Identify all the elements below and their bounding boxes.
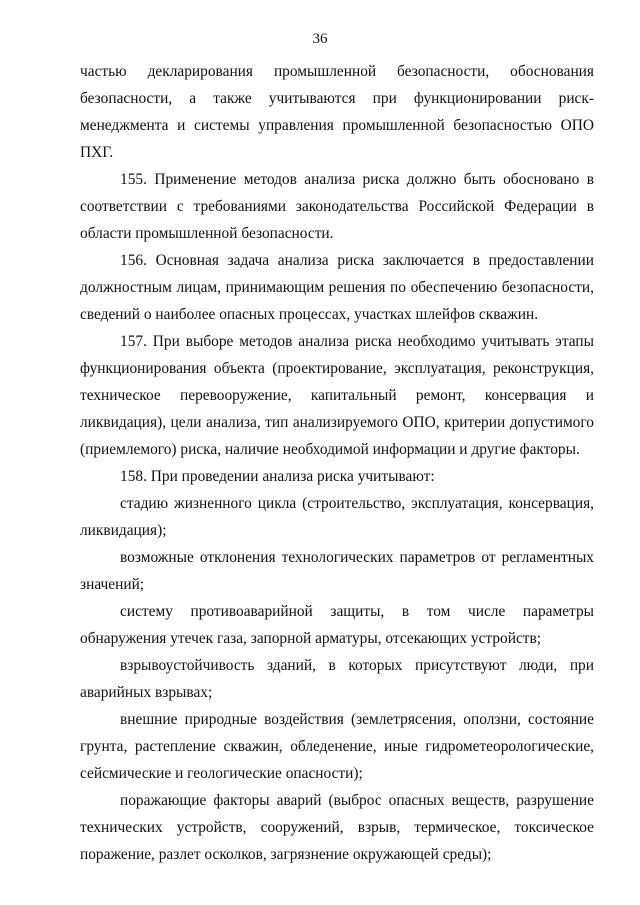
paragraph-continuation: частью декларирования промышленной безопасности, обоснования безопасности, а также учитываются при функционировании риск-менеджмента и системы управления промышленной безопасностью ОПО ПХГ. [80, 63, 594, 161]
list-item-lifecycle-stage: стадию жизненного цикла (строительство, эксплуатация, консервация, ликвидация); [80, 495, 594, 539]
paragraph-158: 158. При проведении анализа риска учитывают: [120, 468, 435, 485]
list-item-parameter-deviations: возможные отклонения технологических параметров от регламентных значений; [80, 549, 594, 593]
paragraph-155: 155. Применение методов анализа риска должно быть обосновано в соответствии с требованиями законодательства Российской Федерации в области промышленной безопасности. [80, 171, 594, 242]
document-body [80, 58, 594, 868]
paragraph-157: 157. При выборе методов анализа риска необходимо учитывать этапы функционирования объекта (проектирование, эксплуатация, реконструкция, техническое перевооружение, капитальный ремонт, консервация и ликвидация), цели анализа, тип анализируемого ОПО, критерии допустимого (приемлемого) риска, наличие необходимой информации и другие факторы. [80, 333, 594, 458]
list-item-emergency-protection: систему противоаварийной защиты, в том числе параметры обнаружения утечек газа, запорной арматуры, отсекающих устройств; [80, 603, 594, 647]
list-item-damage-factors: поражающие факторы аварий (выброс опасных веществ, разрушение технических устройств, сооружений, взрыв, термическое, токсическое поражение, разлет осколков, загрязнение окружающей среды); [80, 792, 594, 863]
page-number: 36 [312, 31, 328, 47]
list-item-natural-impacts: внешние природные воздействия (землетрясения, оползни, состояние грунта, растепление скважин, обледенение, иные гидрометеорологические, сейсмические и геологические опасности); [80, 711, 594, 782]
list-item-blast-resistance: взрывоустойчивость зданий, в которых присутствуют люди, при аварийных взрывах; [80, 657, 594, 701]
paragraph-156: 156. Основная задача анализа риска заключается в предоставлении должностным лицам, принимающим решения по обеспечению безопасности, сведений о наиболее опасных процессах, участках шлейфов скважин. [80, 252, 594, 323]
